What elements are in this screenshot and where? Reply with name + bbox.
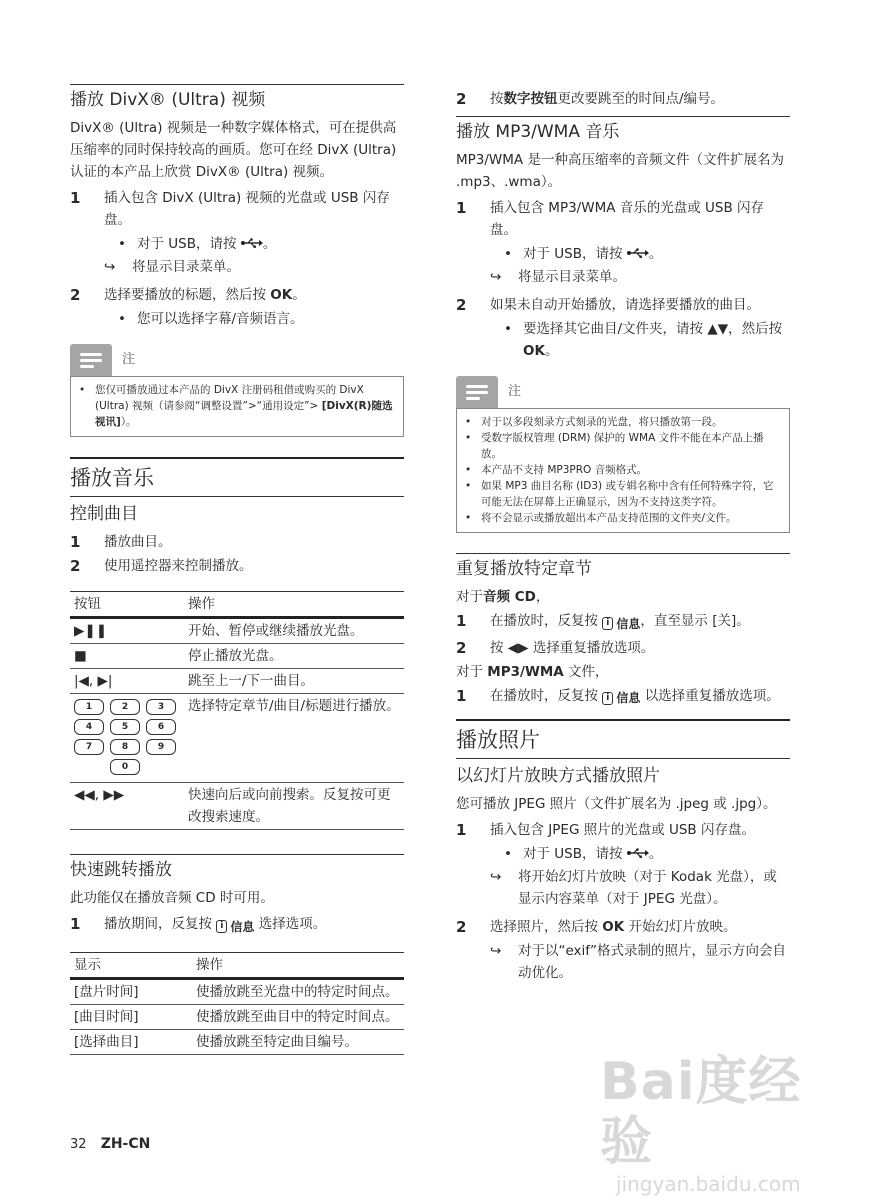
photo-step-2	[456, 916, 790, 938]
music-step-2	[70, 555, 404, 577]
prev-next-key: |◀, ▶|	[70, 669, 184, 694]
step-text: 插入包含 DivX (Ultra) 视频的光盘或 USB 闪存盘。	[104, 190, 390, 228]
note-icon	[70, 344, 112, 376]
step-text-end: 选择选项。	[254, 916, 327, 932]
table-header-action: 操作	[184, 592, 404, 618]
step-number: 2	[70, 557, 81, 575]
step-text-end: 。	[292, 287, 306, 303]
table-header-button: 按钮	[70, 592, 184, 618]
watermark-logo-text: Bai度经验	[600, 1052, 802, 1172]
note-text: 您仅可播放通过本产品的 DivX 注册码租借或购买的 DivX (Ultra) 视频（请参阅“调整设置”>“通用设定”>	[95, 384, 364, 412]
arrow-text: 将开始幻灯片放映（对于 Kodak 光盘），或显示内容菜单（对于 JPEG 光盘）。	[518, 869, 777, 907]
step-number: 1	[70, 915, 81, 933]
note-text: 将不会显示或播放超出本产品支持范围的文件夹/文件。	[481, 512, 737, 524]
key-7: 7	[74, 739, 104, 755]
info-label: 信息	[616, 616, 641, 631]
control-tracks-heading: 控制曲目	[70, 504, 138, 524]
step-text: 插入包含 JPEG 照片的光盘或 USB 闪存盘。	[490, 822, 755, 838]
music-step-1	[70, 531, 404, 553]
page-number: 32	[70, 1137, 87, 1152]
repeat-cd-step-2	[456, 637, 790, 659]
table-row	[70, 1029, 404, 1054]
left-column	[70, 84, 404, 1055]
step-number: 1	[456, 612, 467, 630]
step-text: 如果未自动开始播放，请选择要播放的曲目。	[490, 297, 760, 313]
step-text: 播放期间，反复按	[104, 916, 217, 932]
note-text-end: ）。	[120, 416, 137, 428]
info-label: 信息	[616, 691, 641, 705]
step-number: 2	[456, 90, 467, 108]
ok-keyword: OK	[523, 343, 545, 359]
key-3: 3	[146, 699, 176, 715]
mp3-result-arrow	[490, 266, 790, 288]
usb-icon	[241, 236, 263, 252]
step-number: 2	[456, 296, 467, 314]
bullet-end: 。	[262, 236, 277, 252]
step-text: 选择要播放的标题，然后按	[104, 287, 271, 303]
bullet-dot: •	[118, 311, 126, 327]
divx-subtitle-bullet	[104, 308, 404, 330]
note-item: • 将不会显示或播放超出本产品支持范围的文件夹/文件。	[465, 512, 737, 524]
row-action: 开始、暂停或继续播放光盘。	[184, 618, 404, 644]
key-5: 5	[110, 719, 140, 735]
note-label: 注	[122, 352, 136, 367]
bullet-end: 。	[648, 246, 663, 262]
step-number: 1	[70, 533, 81, 551]
right-column	[456, 84, 790, 985]
for-mp3-files	[456, 661, 790, 683]
page-footer	[70, 1133, 150, 1156]
note-text: 对于以多段刻录方式刻录的光盘，将只播放第一段。	[481, 416, 723, 428]
note-text: 如果 MP3 曲目名称 (ID3) 或专辑名称中含有任何特殊字符，它可能无法在屏幕上正确显示，因为不支持这类字符。	[481, 480, 774, 508]
stop-key: ■	[70, 644, 184, 669]
search-key: ◀◀, ▶▶	[70, 783, 184, 830]
step-text-end: 更改要跳至的时间点/编号。	[557, 91, 725, 107]
skip-heading: 快速跳转播放	[70, 854, 404, 883]
result-arrow-icon: ↪	[490, 269, 502, 285]
numeric-keypad-cell	[70, 694, 184, 783]
row-action: 使播放跳至特定曲目编号。	[192, 1029, 404, 1054]
step-text-end: 以选择重复播放选项。	[640, 687, 780, 704]
note-text: 本产品不支持 MP3PRO 音频格式。	[481, 464, 648, 476]
note-item: • 受数字版权管理 (DRM) 保护的 WMA 文件不能在本产品上播放。	[465, 430, 781, 462]
photo-step-1	[456, 819, 790, 841]
numeric-keypad	[74, 695, 180, 781]
label-text: 对于	[456, 663, 488, 680]
step-text: 按	[490, 91, 504, 107]
step-number: 2	[456, 638, 467, 657]
music-control-table	[70, 591, 404, 830]
numeric-buttons-keyword: 数字按钮	[503, 91, 558, 107]
repeat-mp3-step-1	[456, 685, 790, 710]
note-icon	[456, 376, 498, 408]
step-number: 1	[70, 189, 81, 207]
bullet-end: 。	[544, 343, 559, 359]
step-number: 1	[456, 821, 467, 839]
step-text: 使用遥控器来控制播放。	[104, 558, 253, 574]
step-number: 1	[456, 686, 467, 705]
note-text: 受数字版权管理 (DRM) 保护的 WMA 文件不能在本产品上播放。	[481, 432, 764, 460]
mp3-intro: MP3/WMA 是一种高压缩率的音频文件（文件扩展名为 .mp3、.wma）。	[456, 152, 784, 190]
key-6: 6	[146, 719, 176, 735]
divx-result-arrow	[104, 256, 404, 278]
photo-usb-bullet	[490, 843, 790, 865]
row-action: 使播放跳至光盘中的特定时间点。	[192, 978, 404, 1004]
watermark-url: jingyan.baidu.com	[616, 1172, 801, 1196]
note-label: 注	[508, 384, 522, 399]
ok-keyword: OK	[602, 919, 625, 935]
skip-step-1	[70, 913, 404, 938]
usb-icon	[627, 246, 649, 262]
bullet-dot: •	[504, 846, 512, 862]
step-text-end: ，直至显示 [关]。	[640, 613, 750, 629]
info-button-ref	[216, 916, 254, 938]
bullet-text: 对于 USB，请按	[523, 246, 623, 262]
mp3-note-header	[456, 376, 790, 408]
music-heading: 播放音乐	[70, 457, 404, 497]
play-pause-key: ▶❚❚	[70, 618, 184, 644]
table-row	[70, 978, 404, 1004]
ok-keyword: OK	[270, 287, 293, 303]
step-text: 在播放时，反复按	[490, 613, 603, 629]
mp3-step-1	[456, 197, 790, 241]
row-action: 停止播放光盘。	[184, 644, 404, 669]
key-2: 2	[110, 699, 140, 715]
step-text: 按 ◀▶ 选择重复播放选项。	[490, 639, 655, 656]
bullet-text: 对于 USB，请按	[137, 236, 237, 252]
key-4: 4	[74, 719, 104, 735]
row-action: 跳至上一/下一曲目。	[184, 669, 404, 694]
step-text: 选择照片，然后按	[490, 919, 603, 935]
divx-step-2	[70, 284, 404, 306]
note-item: • 您仅可播放通过本产品的 DivX 注册码租借或购买的 DivX (Ultra) 视频（请参阅“调整设置”>“通用设定”> [DivX(R)随选视讯]）。	[79, 384, 393, 428]
row-key: [选择曲目]	[70, 1029, 192, 1054]
photo-exif-arrow	[490, 940, 790, 984]
usb-icon	[627, 846, 649, 862]
note-keyword: [DivX(R)随选视讯]	[95, 400, 393, 428]
row-action: 使播放跳至曲目中的特定时间点。	[192, 1004, 404, 1029]
key-8: 8	[110, 739, 140, 755]
result-arrow-icon: ↪	[104, 259, 116, 275]
divx-step-1	[70, 187, 404, 231]
skip-step-2	[456, 88, 790, 110]
table-row	[70, 783, 404, 830]
note-item: • 本产品不支持 MP3PRO 音频格式。	[465, 464, 648, 476]
divx-heading: 播放 DivX® (Ultra) 视频	[70, 84, 404, 113]
arrow-text: 对于以“exif”格式录制的照片，显示方向会自动优化。	[518, 943, 787, 981]
for-audio-cd	[456, 586, 790, 608]
mp3-select-bullet	[490, 318, 790, 362]
info-icon: i	[602, 617, 613, 630]
result-arrow-icon: ↪	[490, 869, 502, 885]
step-number: 1	[456, 199, 467, 217]
info-icon: i	[602, 692, 613, 705]
bullet-text: 对于 USB，请按	[523, 846, 623, 862]
step-number: 2	[70, 286, 81, 304]
info-label: 信息	[230, 919, 255, 934]
table-row	[70, 644, 404, 669]
repeat-heading: 重复播放特定章节	[456, 553, 790, 582]
skip-intro: 此功能仅在播放音频 CD 时可用。	[70, 890, 274, 906]
step-text: 插入包含 MP3/WMA 音乐的光盘或 USB 闪存盘。	[490, 200, 765, 238]
label-text: 对于	[456, 589, 483, 605]
arrow-text: 将显示目录菜单。	[518, 269, 626, 285]
table-header-action: 操作	[192, 952, 404, 978]
repeat-cd-step-1	[456, 610, 790, 635]
divx-usb-bullet	[104, 233, 404, 255]
table-row	[70, 694, 404, 783]
language-code: ZH-CN	[100, 1136, 151, 1152]
step-text-end: 开始幻灯片放映。	[624, 919, 737, 935]
table-row	[70, 618, 404, 644]
note-item: • 如果 MP3 曲目名称 (ID3) 或专辑名称中含有任何特殊字符，它可能无法在屏幕上正确显示，因为不支持这类字符。	[465, 478, 781, 510]
info-button-ref	[602, 613, 640, 635]
row-action: 快速向后或向前搜索。反复按可更改搜索速度。	[184, 783, 404, 830]
note-item: • 对于以多段刻录方式刻录的光盘，将只播放第一段。	[465, 416, 723, 428]
divx-note-header	[70, 344, 404, 376]
skip-table	[70, 952, 404, 1055]
label-text-end: ，	[535, 589, 550, 605]
mp3-note-box	[456, 408, 790, 533]
table-row	[70, 1004, 404, 1029]
mp3-heading: 播放 MP3/WMA 音乐	[456, 116, 790, 145]
step-text: 播放曲目。	[104, 534, 172, 550]
info-button-ref	[602, 687, 640, 709]
audio-cd-keyword: 音频 CD	[483, 589, 536, 605]
row-action: 选择特定章节/曲目/标题进行播放。	[184, 694, 404, 783]
divx-intro: DivX® (Ultra) 视频是一种数字媒体格式，可在提供高压缩率的同时保持较高的画质。您可在经 DivX (Ultra) 认证的本产品上欣赏 DivX® (Ultra) 视频。	[70, 120, 397, 180]
row-key: [盘片时间]	[70, 978, 192, 1004]
table-row	[70, 669, 404, 694]
divx-note-box	[70, 376, 404, 437]
arrow-text: 将显示目录菜单。	[132, 259, 240, 275]
bullet-end: 。	[648, 846, 663, 862]
row-key: [曲目时间]	[70, 1004, 192, 1029]
mp3-step-2	[456, 294, 790, 316]
mp3-keyword: MP3/WMA	[487, 663, 564, 680]
mp3-usb-bullet	[490, 243, 790, 265]
step-number: 2	[456, 918, 467, 936]
step-text: 在播放时，反复按	[490, 687, 603, 704]
slideshow-heading: 以幻灯片放映方式播放照片	[456, 766, 660, 786]
bullet-text: 要选择其它曲目/文件夹，请按 ▲▼，然后按	[523, 321, 783, 337]
key-9: 9	[146, 739, 176, 755]
key-0: 0	[110, 759, 140, 775]
bullet-dot: •	[504, 246, 512, 262]
baidu-watermark	[600, 1052, 840, 1196]
key-1: 1	[74, 699, 104, 715]
bullet-dot: •	[118, 236, 126, 252]
result-arrow-icon: ↪	[490, 943, 502, 959]
bullet-dot: •	[504, 321, 512, 337]
photo-result-arrow	[490, 866, 790, 910]
table-header-display: 显示	[70, 952, 192, 978]
photo-heading: 播放照片	[456, 719, 790, 759]
label-text-end: 文件，	[563, 663, 609, 680]
photo-intro: 您可播放 JPEG 照片（文件扩展名为 .jpeg 或 .jpg）。	[456, 796, 777, 812]
bullet-text: 您可以选择字幕/音频语言。	[137, 311, 304, 327]
info-icon: i	[216, 920, 227, 933]
